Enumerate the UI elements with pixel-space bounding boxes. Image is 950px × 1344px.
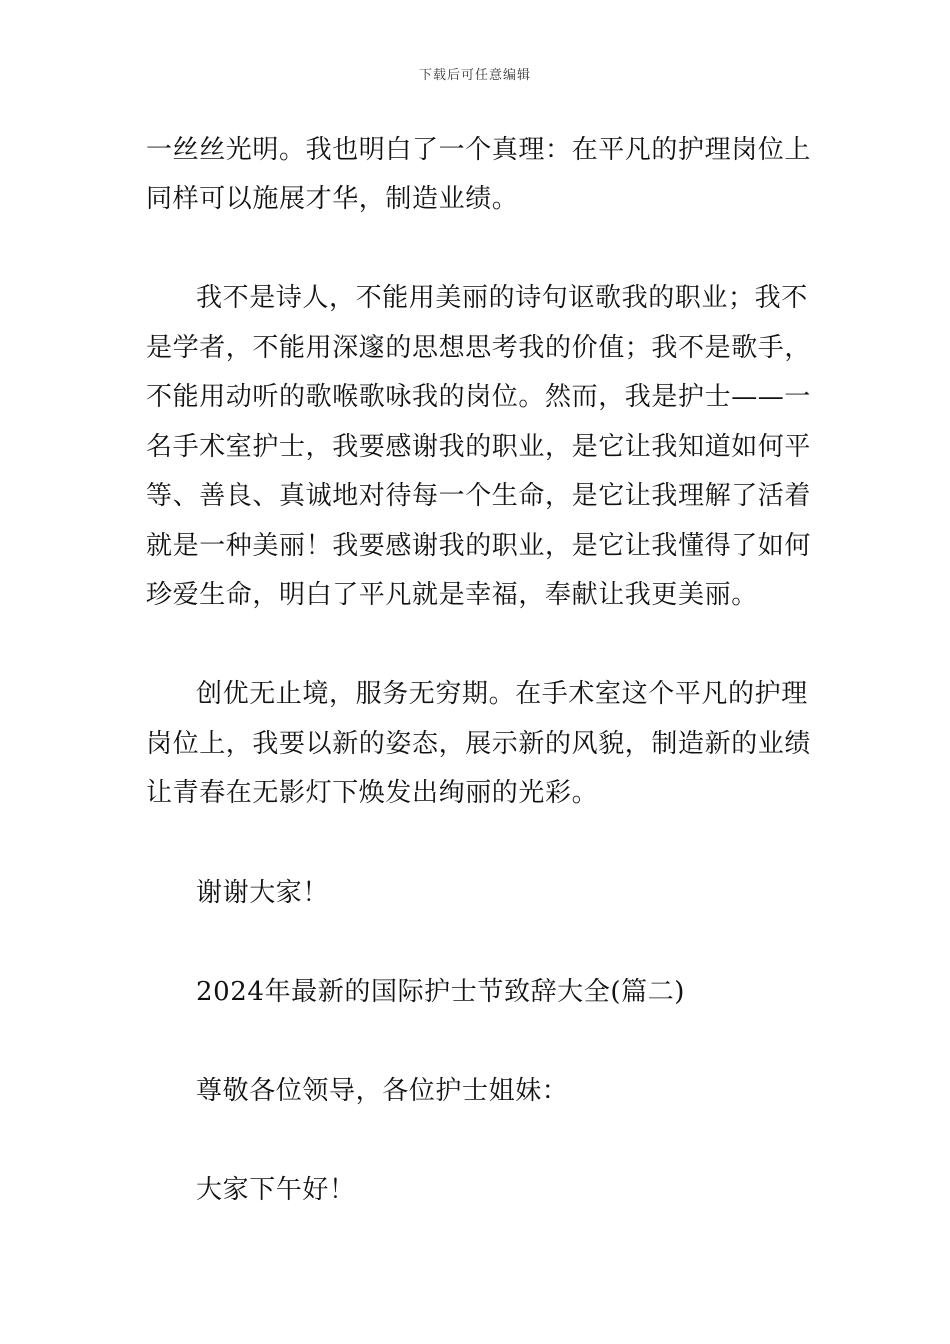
salutation: 尊敬各位领导，各位护士姐妹： (196, 1076, 569, 1106)
paragraph-line: 名手术室护士，我要感谢我的职业，是它让我知道如何平 (146, 432, 812, 462)
paragraph-line: 岗位上，我要以新的姿态，展示新的风貌，制造新的业绩 (146, 729, 812, 759)
paragraph-line: 同样可以施展才华，制造业绩。 (146, 184, 519, 214)
greeting: 大家下午好！ (196, 1175, 356, 1205)
paragraph-line: 是学者，不能用深邃的思想思考我的价值；我不是歌手， (146, 333, 812, 363)
paragraph-line: 珍爱生命，明白了平凡就是幸福，奉献让我更美丽。 (146, 580, 758, 610)
paragraph-line: 一丝丝光明。我也明白了一个真理：在平凡的护理岗位上 (146, 135, 812, 165)
page-header: 下载后可任意编辑 (418, 68, 531, 83)
paragraph-line: 创优无止境，服务无穷期。在手术室这个平凡的护理 (196, 679, 808, 709)
section-title: 2024年最新的国际护士节致辞大全(篇二) (196, 977, 686, 1007)
paragraph-line: 等、善良、真诚地对待每一个生命，是它让我理解了活着 (146, 481, 812, 511)
paragraph-line: 不能用动听的歌喉歌咏我的岗位。然而，我是护士——一 (146, 382, 812, 412)
paragraph-line: 就是一种美丽！我要感谢我的职业，是它让我懂得了如何 (146, 531, 812, 561)
paragraph-line: 让青春在无影灯下焕发出绚丽的光彩。 (146, 778, 599, 808)
paragraph-line: 我不是诗人，不能用美丽的诗句讴歌我的职业；我不 (196, 283, 808, 313)
closing-thanks: 谢谢大家！ (196, 878, 330, 908)
